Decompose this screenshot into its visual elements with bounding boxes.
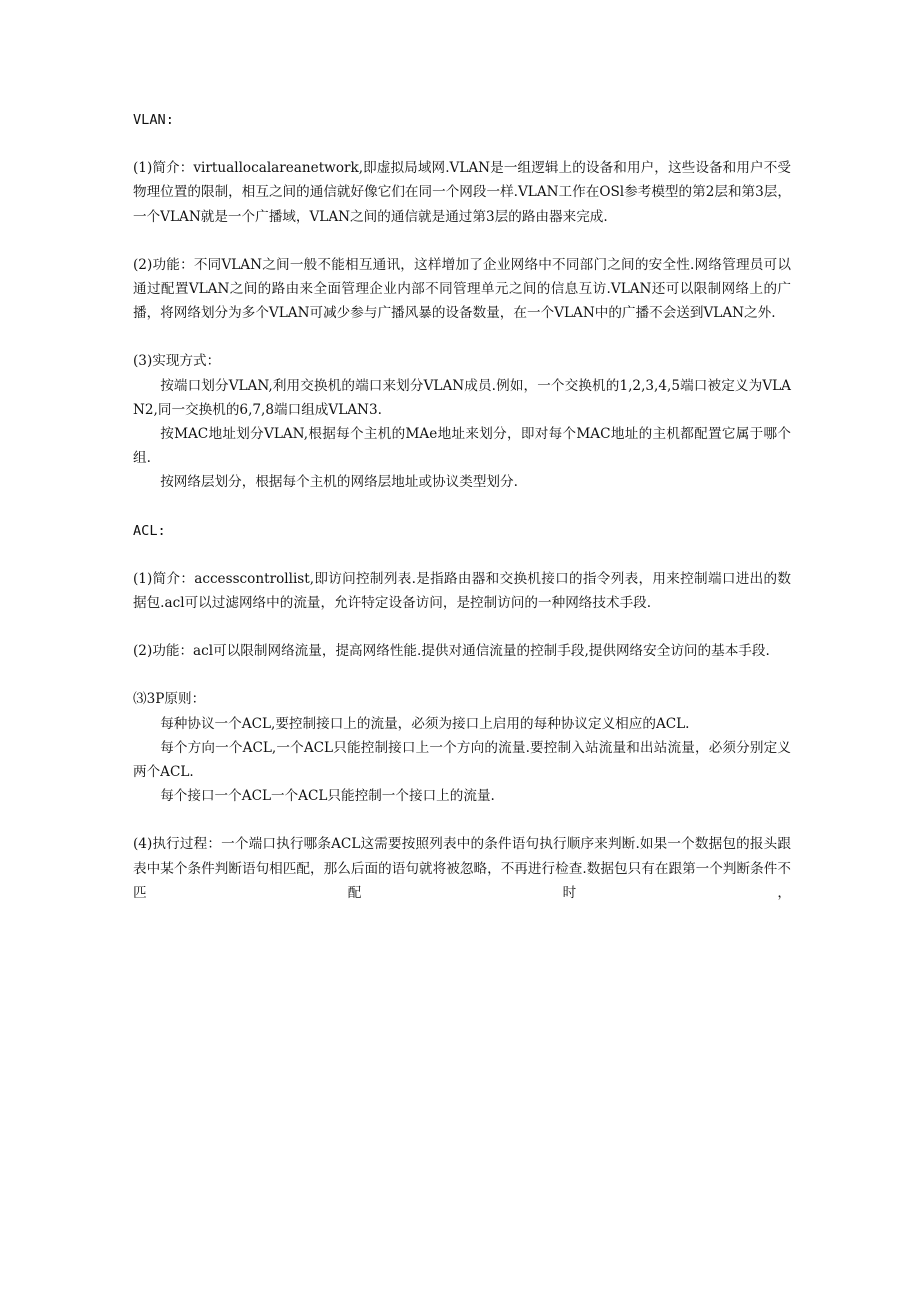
vlan-impl-item-network-layer: 按网络层划分，根据每个主机的网络层地址或协议类型划分.: [160, 474, 518, 491]
vlan-impl-item-mac: 按MAC地址划分VLAN,根据每个主机的MAe地址来划分，即对每个MAC地址的主机都配置它属于哪个组.: [133, 426, 791, 467]
spacer: [133, 495, 791, 519]
spacer: [133, 615, 791, 639]
spacer: [133, 543, 791, 567]
spacer: [133, 325, 791, 349]
spacer: [133, 663, 791, 687]
spacer: [133, 132, 791, 156]
spacer: [133, 229, 791, 253]
acl-principle-item-protocol: 每种协议一个ACL,要控制接口上的流量，必须为接口上启用的每种协议定义相应的ACL.: [160, 715, 690, 732]
section-heading-acl: ACL:: [133, 522, 166, 539]
acl-function-paragraph: (2)功能：acl可以限制网络流量，提高网络性能.提供对通信流量的控制手段,提供网络安全访问的基本手段.: [133, 643, 770, 660]
vlan-intro-paragraph: (1)简介：virtuallocalareanetwork,即虚拟局域网.VLAN是一组逻辑上的设备和用户，这些设备和用户不受物理位置的限制，相互之间的通信就好像它们在同一个网段一样.VLAN工作在OSl参考模型的第2层和第3层，一个VLAN就是一个广播域，VLAN之间的通信就是通过第3层的路由器来完成.: [133, 160, 791, 225]
vlan-impl-item-port: 按端口划分VLAN,利用交换机的端口来划分VLAN成员.例如，一个交换机的1,2,3,4,5端口被定义为VLAN2,同一交换机的6,7,8端口组成VLAN3.: [133, 377, 791, 418]
vlan-implementation-title: (3)实现方式：: [133, 353, 221, 370]
acl-principle-title: ⑶3P原则：: [133, 691, 206, 708]
acl-principle-item-direction: 每个方向一个ACL,一个ACL只能控制接口上一个方向的流量.要控制入站流量和出站流量，必须分别定义两个ACL.: [133, 739, 791, 781]
document-body: [133, 108, 791, 905]
acl-process-paragraph: (4)执行过程：一个端口执行哪条ACL这需要按照列表中的条件语句执行顺序来判断.如果一个数据包的报头跟表中某个条件判断语句相匹配，那么后面的语句就将被忽略，不再进行检查.数据包只有在跟第一个判断条件不匹配时，: [133, 836, 791, 901]
section-heading-vlan: VLAN:: [133, 112, 174, 128]
spacer: [133, 808, 791, 832]
acl-principle-item-interface: 每个接口一个ACL一个ACL只能控制一个接口上的流量.: [160, 788, 495, 805]
vlan-function-paragraph: (2)功能：不同VLAN之间一般不能相互通讯，这样增加了企业网络中不同部门之间的安全性.网络管理员可以通过配置VLAN之间的路由来全面管理企业内部不同管理单元之间的信息互访.VLAN还可以限制网络上的广播，将网络划分为多个VLAN可减少参与广播风暴的设备数量，在一个VLAN中的广播不会送到VLAN之外.: [133, 256, 791, 322]
acl-intro-paragraph: (1)简介：accesscontrollist,即访问控制列表.是指路由器和交换机接口的指令列表，用来控制端口进出的数据包.acl可以过滤网络中的流量，允许特定设备访问，是控制访问的一种网络技术手段.: [133, 570, 791, 612]
